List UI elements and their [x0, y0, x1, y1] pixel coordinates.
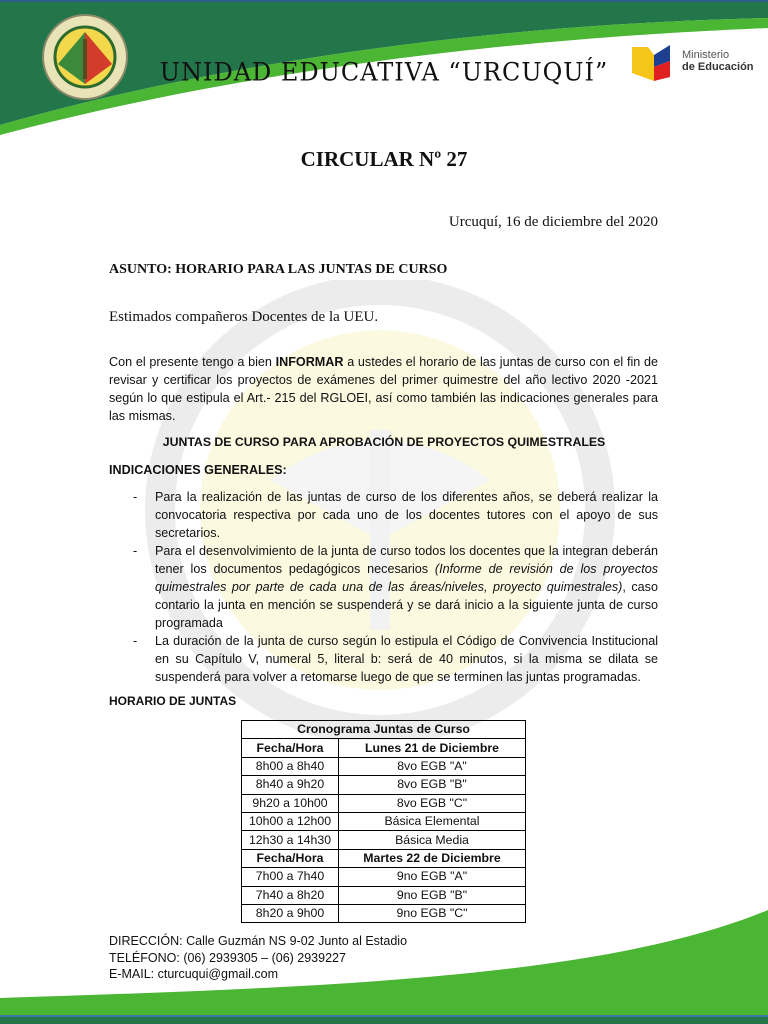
course-cell: Martes 22 de Diciembre — [339, 849, 526, 867]
course-cell: Lunes 21 de Diciembre — [339, 739, 526, 757]
time-cell: 8h20 a 9h00 — [242, 904, 339, 922]
table-row — [242, 776, 526, 794]
time-cell: 10h00 a 12h00 — [242, 812, 339, 830]
course-cell: 9no EGB "B" — [339, 886, 526, 904]
time-cell: 9h20 a 10h00 — [242, 794, 339, 812]
schedule-table — [241, 720, 526, 923]
section-title: JUNTAS DE CURSO PARA APROBACIÓN DE PROYECTOS QUIMESTRALES — [162, 435, 606, 449]
table-row — [242, 794, 526, 812]
ministry-line2: de Educación — [682, 61, 754, 73]
table-caption: Cronograma Juntas de Curso — [242, 721, 526, 739]
course-cell: 9no EGB "A" — [339, 868, 526, 886]
time-cell: Fecha/Hora — [242, 849, 339, 867]
phone: TELÉFONO: (06) 2939305 – (06) 2939227 — [109, 950, 346, 965]
ministry-flag-icon — [632, 45, 678, 81]
list-item: - Para la realización de las juntas de curso de los diferentes años, se deberá realizar la convocatoria respectiva por cada uno de los docentes tutores con el apoyo de sus secretarios. — [133, 490, 658, 540]
indications-title: INDICACIONES GENERALES: — [109, 463, 287, 477]
school-name: UNIDAD EDUCATIVA “URCUQUÍ” — [159, 57, 609, 87]
table-row — [242, 739, 526, 757]
table-row — [242, 868, 526, 886]
time-cell: 12h30 a 14h30 — [242, 831, 339, 849]
time-cell: 8h40 a 9h20 — [242, 776, 339, 794]
greeting: Estimados compañeros Docentes de la UEU. — [109, 309, 379, 325]
ministry-line1: Ministerio — [682, 49, 730, 61]
subject: ASUNTO: HORARIO PARA LAS JUNTAS DE CURSO — [109, 262, 448, 277]
table-row — [242, 812, 526, 830]
course-cell: 9no EGB "C" — [339, 904, 526, 922]
time-cell: 8h00 a 8h40 — [242, 757, 339, 775]
course-cell: 8vo EGB "C" — [339, 794, 526, 812]
intro-paragraph: Con el presente tengo a bien INFORMAR a ustedes el horario de las juntas de curso con el fin de revisar y certificar los proyectos de exámenes del primer quimestre del año lectivo 2020 -2021 según lo que estipula el Art.- 215 del RGLOEI, así como también las indicaciones generales para las mismas. — [109, 355, 658, 423]
table-row — [242, 831, 526, 849]
indications-list — [133, 488, 658, 686]
course-cell: 8vo EGB "A" — [339, 757, 526, 775]
footer-banner — [0, 900, 768, 1024]
time-cell: 7h40 a 8h20 — [242, 886, 339, 904]
course-cell: 8vo EGB "B" — [339, 776, 526, 794]
time-cell: Fecha/Hora — [242, 739, 339, 757]
time-cell: 7h00 a 7h40 — [242, 868, 339, 886]
date: Urcuquí, 16 de diciembre del 2020 — [448, 214, 658, 230]
table-row — [242, 849, 526, 867]
email: E-MAIL: cturcuqui@gmail.com — [109, 967, 278, 981]
ministry-logo — [632, 45, 754, 86]
circular-title: CIRCULAR Nº 27 — [300, 147, 468, 171]
course-cell: Básica Elemental — [339, 812, 526, 830]
address: DIRECCIÓN: Calle Guzmán NS 9-02 Junto al Estadio — [109, 934, 408, 948]
table-row — [242, 757, 526, 775]
schedule-title: HORARIO DE JUNTAS — [109, 694, 237, 708]
list-item: - La duración de la junta de curso según lo estipula el Código de Convivencia Institucional en su Capítulo V, numeral 5, literal b: será de 40 minutos, si la misma se dilata se suspenderá para volver a retomarse luego de que se terminen las juntas programadas. — [133, 634, 658, 684]
list-item: - Para el desenvolvimiento de la junta de curso todos los docentes que la integran deberán tener los documentos pedagógicos necesarios (Informe de revisión de los proyectos quimestrales por parte de cada una de las áreas/niveles, proyecto quimestrales), caso contario la junta en mención se suspenderá y se dará inicio a la siguiente junta de curso programada — [133, 544, 659, 630]
course-cell: Básica Media — [339, 831, 526, 849]
